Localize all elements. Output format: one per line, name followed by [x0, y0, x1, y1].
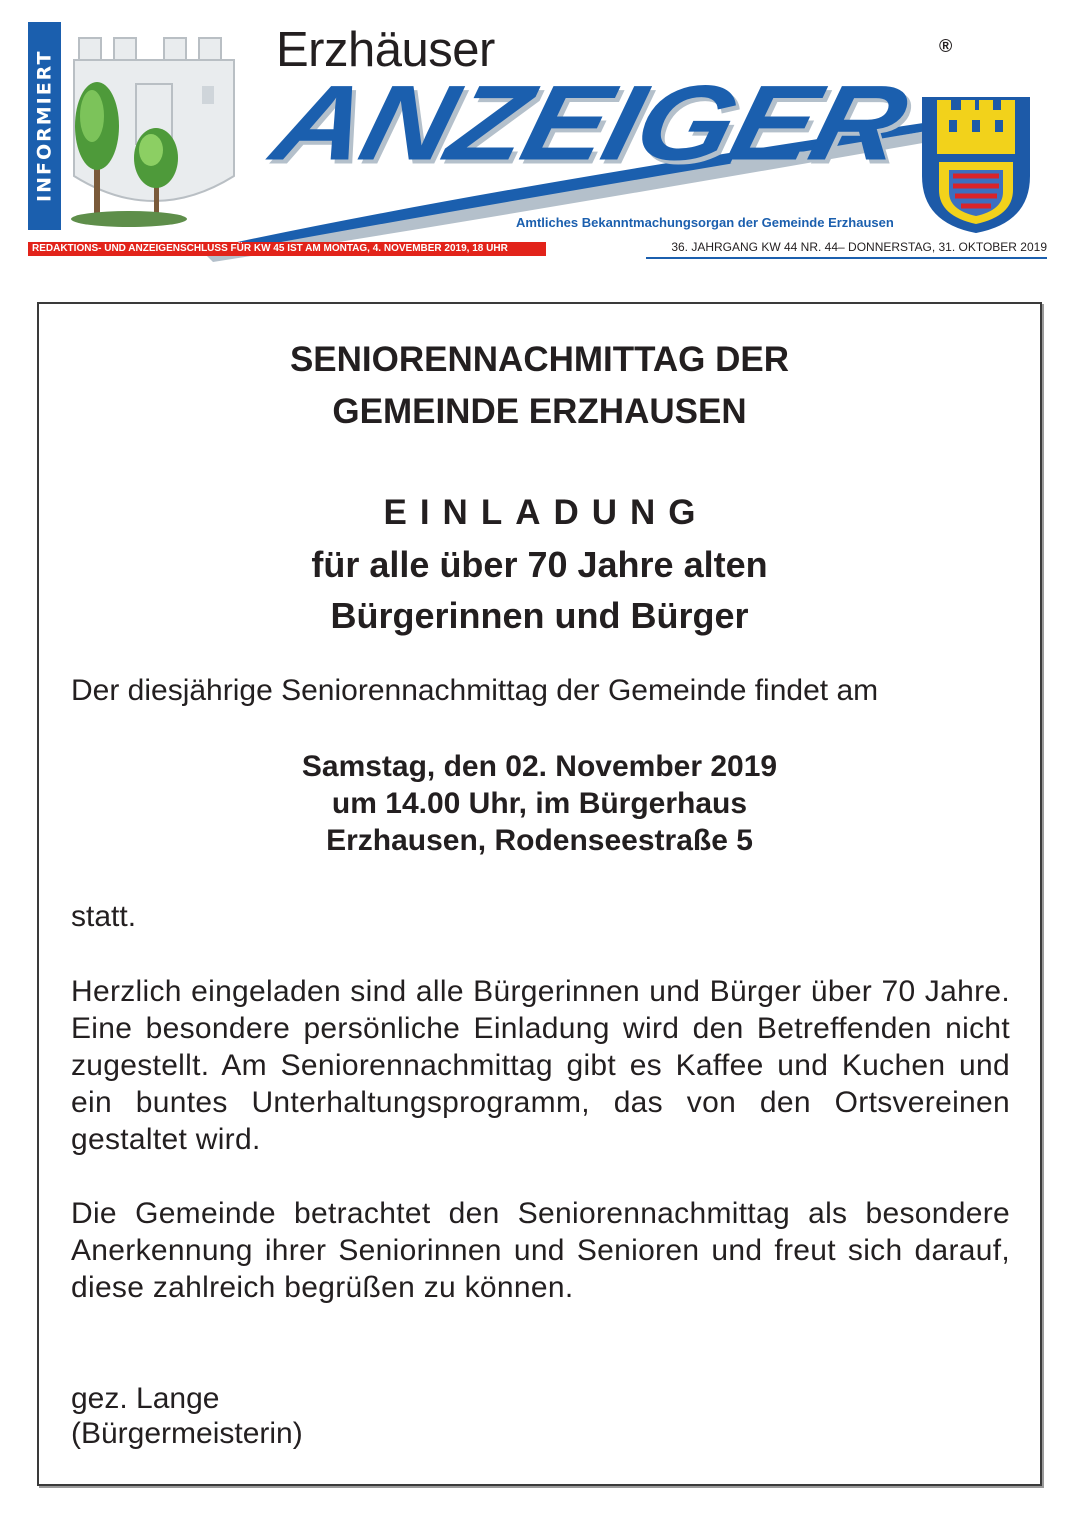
- tree-right-illustration: [134, 128, 178, 216]
- registered-mark: ®: [939, 36, 953, 56]
- deadline-banner: REDAKTIONS- UND ANZEIGENSCHLUSS FÜR KW 45 IST AM MONTAG, 4. NOVEMBER 2019, 18 UHR: [28, 242, 546, 256]
- signature-title: (Bürgermeisterin): [71, 1417, 303, 1450]
- tree-left-illustration: [75, 82, 119, 216]
- event-date: Samstag, den 02. November 2019: [301, 750, 778, 783]
- tagline: Amtliches Bekanntmachungsorgan der Gemeinde Erzhausen: [516, 215, 894, 230]
- notice-box: [37, 302, 1042, 1486]
- publication-name: ANZEIGER: [261, 63, 917, 183]
- informiert-side-label: INFORMIERT: [28, 22, 61, 230]
- invitation-heading: EINLADUNG: [383, 493, 709, 532]
- paragraph-invitation-details: Herzlich eingeladen sind alle Bürgerinnen und Bürger über 70 Jahre. Eine besondere persönliche Einladung wird den Betreffenden nicht zugestellt. Am Seniorennachmittag gibt es Kaffee und Kuchen und ein buntes Unterhaltungsprogramm, das von den Ortsvereinen gestaltet wird.: [71, 975, 1010, 1156]
- signature-name: gez. Lange: [71, 1382, 220, 1415]
- publication-prefix: Erzhäuser: [276, 23, 495, 77]
- issue-info: 36. JAHRGANG KW 44 NR. 44– DONNERSTAG, 31. OKTOBER 2019: [646, 240, 1047, 259]
- coat-of-arms-icon: [917, 90, 1035, 235]
- event-time-venue: um 14.00 Uhr, im Bürgerhaus: [331, 787, 748, 820]
- event-address: Erzhausen, Rodenseestraße 5: [326, 824, 753, 857]
- paragraph-acknowledgement: Die Gemeinde betrachtet den Seniorennachmittag als besondere Anerkennung ihrer Seniorinnen und Senioren und freut sich darauf, diese zahlreich begrüßen zu können.: [71, 1197, 1010, 1304]
- notice-title-line-2: GEMEINDE ERZHAUSEN: [332, 392, 747, 431]
- intro-text: Der diesjährige Seniorennachmittag der Gemeinde findet am: [71, 674, 879, 707]
- invitation-line-1: für alle über 70 Jahre alten: [311, 544, 768, 585]
- signature: [71, 1381, 303, 1451]
- invitation-line-2: Bürgerinnen und Bürger: [330, 595, 749, 636]
- notice-title-line-1: SENIORENNACHMITTAG DER: [289, 340, 790, 379]
- statt-text: statt.: [71, 900, 137, 933]
